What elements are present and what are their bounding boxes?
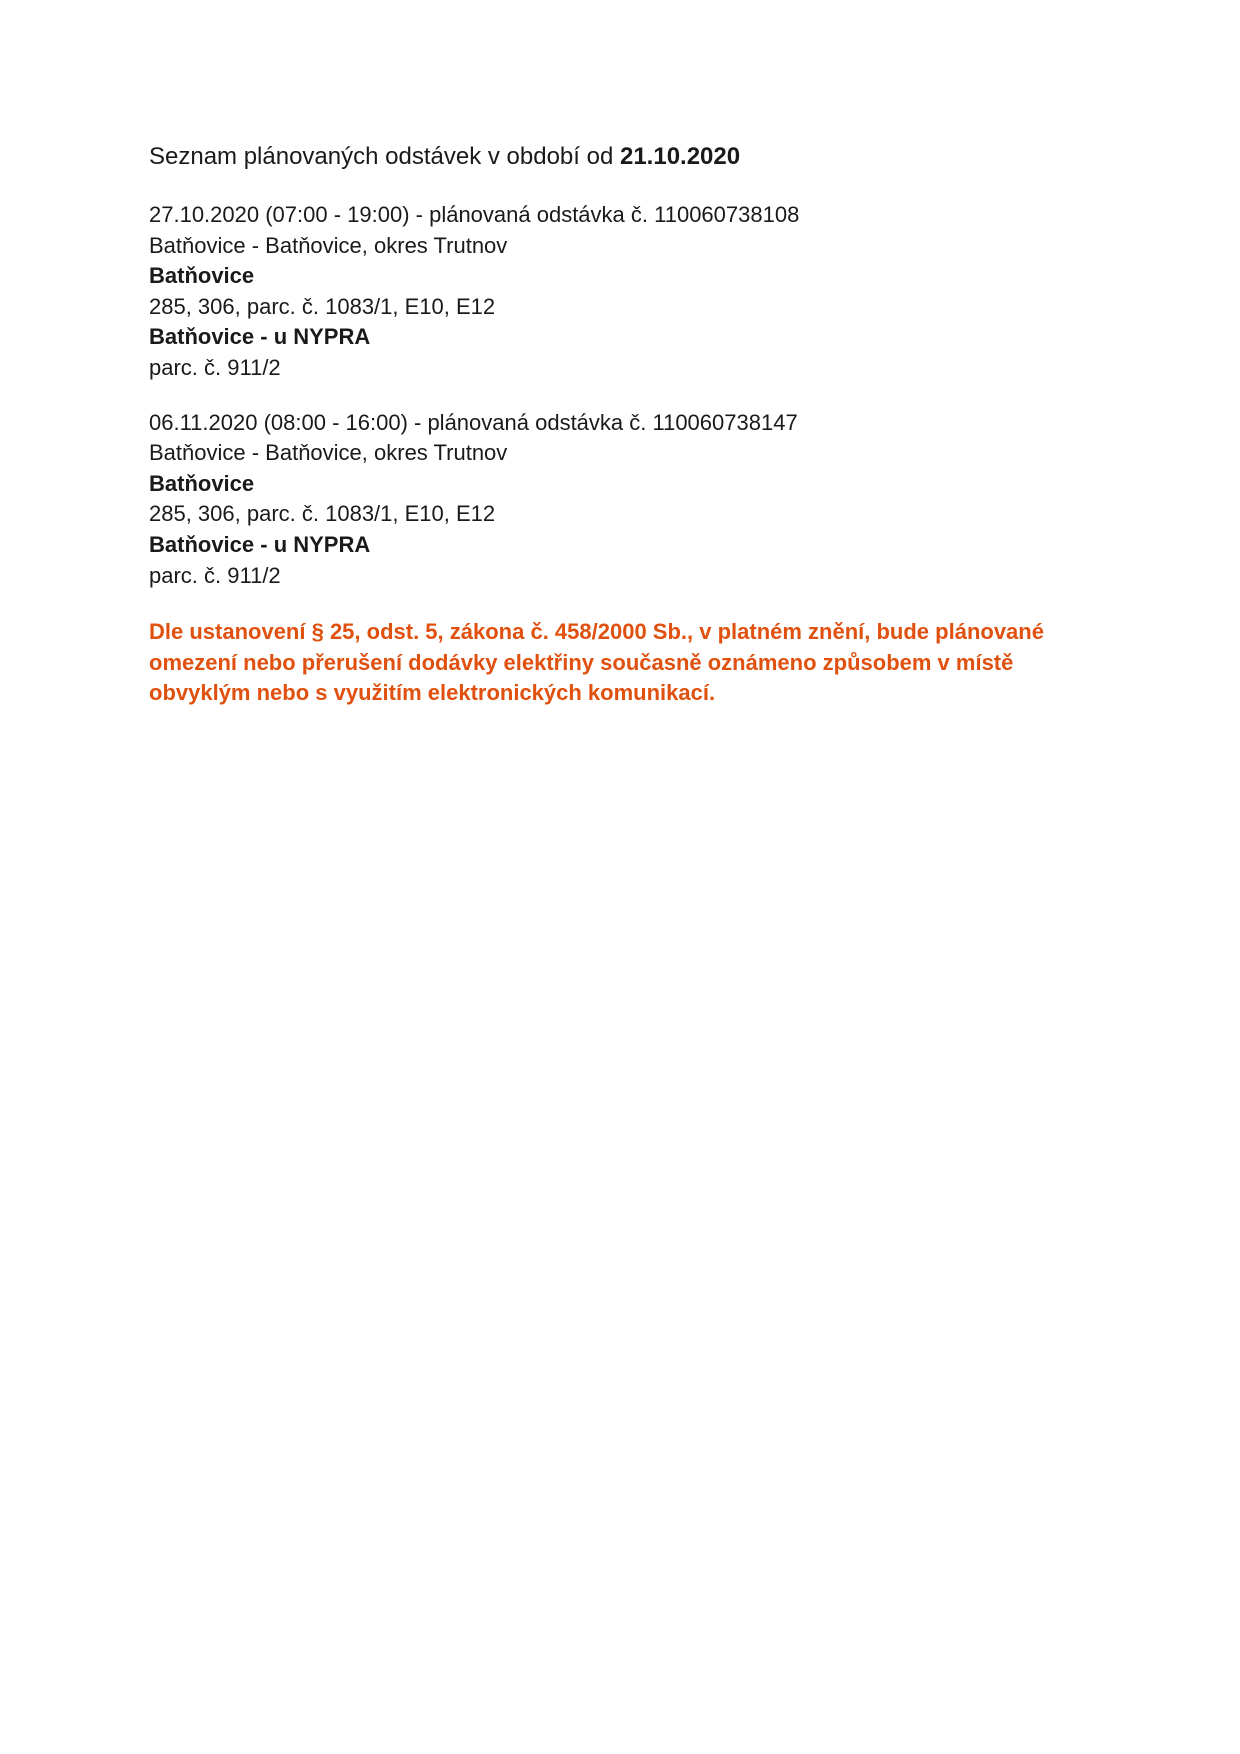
outage-region: Batňovice - Batňovice, okres Trutnov: [149, 440, 508, 466]
outage-place-name: Batňovice - u NYPRA: [149, 531, 371, 557]
legal-notice-line: omezení nebo přerušení dodávky elektřiny současně oznámeno způsobem v místě: [149, 649, 1014, 675]
outage-place-detail: parc. č. 911/2: [149, 354, 281, 380]
outage-place-name: Batňovice - u NYPRA: [149, 324, 371, 350]
legal-notice-line: obvyklým nebo s využitím elektronických komunikací.: [149, 680, 716, 706]
title-prefix: Seznam plánovaných odstávek v období od: [149, 143, 614, 170]
legal-notice-line: Dle ustanovení § 25, odst. 5, zákona č. 458/2000 Sb., v platném znění, bude plánované: [149, 619, 1044, 645]
page-title: [149, 140, 1109, 174]
document-page: [149, 140, 1109, 709]
outage-header: 06.11.2020 (08:00 - 16:00) - plánovaná odstávka č. 110060738147: [149, 409, 798, 435]
title-date: 21.10.2020: [619, 143, 741, 170]
outage-place-detail: 285, 306, parc. č. 1083/1, E10, E12: [149, 293, 496, 319]
outage-entry: [149, 408, 1109, 592]
outage-place-detail: parc. č. 911/2: [149, 562, 281, 588]
outage-place-name: Batňovice: [149, 263, 255, 289]
outage-place-name: Batňovice: [149, 470, 255, 496]
legal-notice: [149, 617, 1079, 709]
outage-region: Batňovice - Batňovice, okres Trutnov: [149, 232, 508, 258]
outage-entry: [149, 200, 1109, 384]
outage-place-detail: 285, 306, parc. č. 1083/1, E10, E12: [149, 501, 496, 527]
outage-header: 27.10.2020 (07:00 - 19:00) - plánovaná odstávka č. 110060738108: [149, 202, 800, 227]
